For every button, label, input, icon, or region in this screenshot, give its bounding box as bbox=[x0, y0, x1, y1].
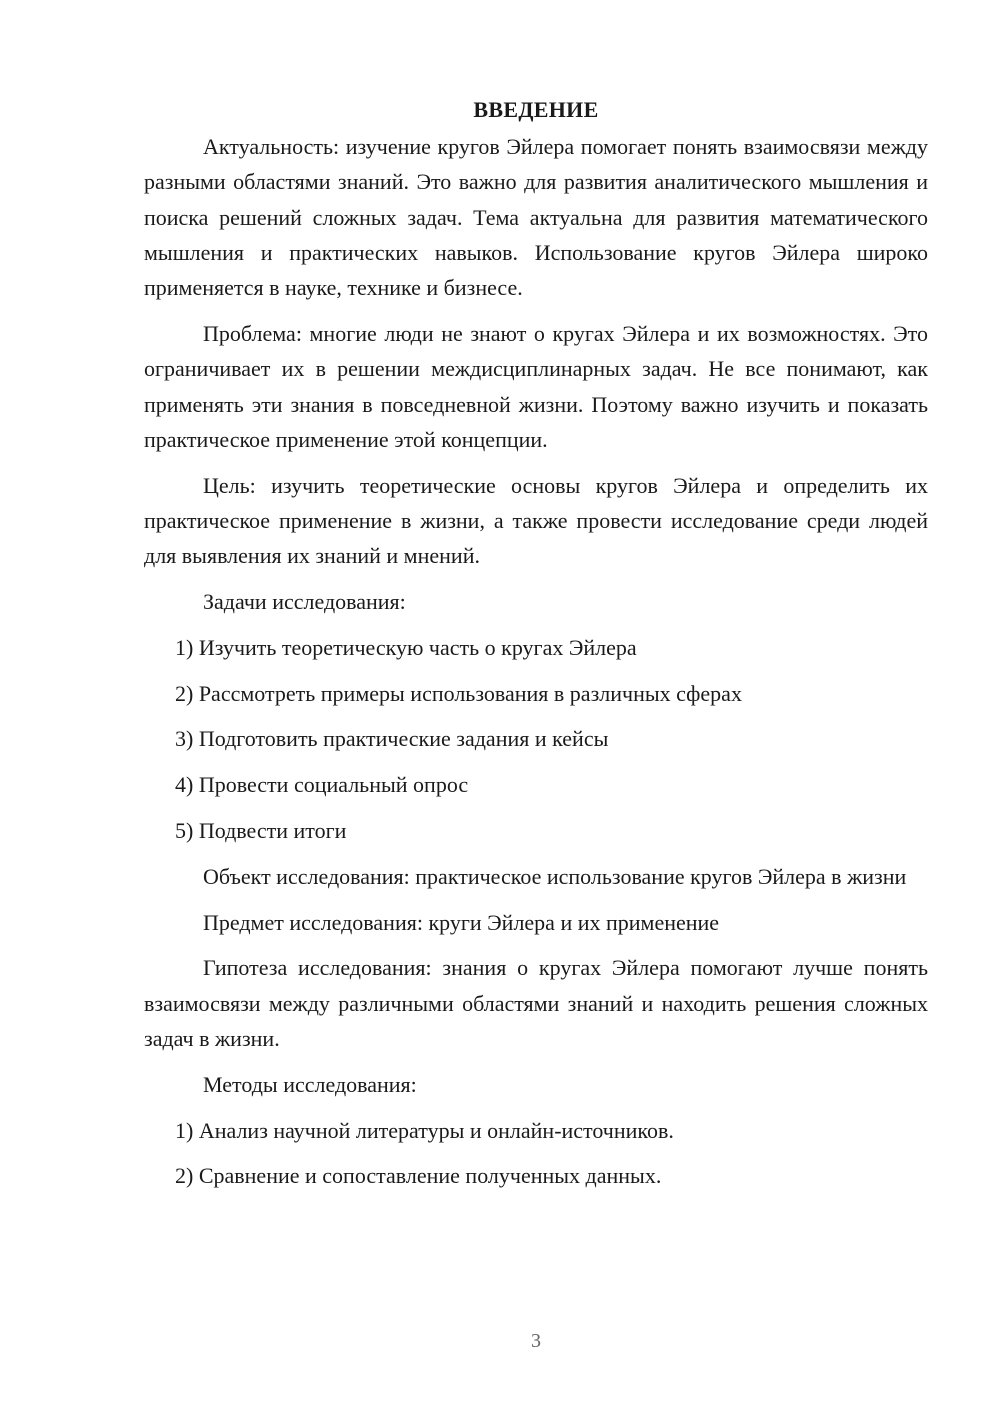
document-page bbox=[144, 92, 928, 1204]
task-item: 3) Подготовить практические задания и кейсы bbox=[175, 726, 609, 752]
hypothesis-paragraph: Гипотеза исследования: знания о кругах Эйлера помогают лучше понять взаимосвязи между различными областями знаний и находить решения сложных задач в жизни. bbox=[144, 955, 928, 1052]
page-number: 3 bbox=[531, 1330, 541, 1352]
object-paragraph: Объект исследования: практическое использование кругов Эйлера в жизни bbox=[203, 863, 907, 889]
relevance-paragraph: Актуальность: изучение кругов Эйлера помогает понять взаимосвязи между разными областями знаний. Это важно для развития аналитического мышления и поиска решений сложных задач. Тема актуальна для развития математического мышления и практических навыков. Использование кругов Эйлера широко применяется в науке, технике и бизнесе. bbox=[144, 134, 928, 301]
task-item: 1) Изучить теоретическую часть о кругах Эйлера bbox=[175, 634, 637, 660]
section-heading: ВВЕДЕНИЕ bbox=[473, 97, 599, 122]
method-item: 1) Анализ научной литературы и онлайн-источников. bbox=[175, 1117, 674, 1143]
task-item: 5) Подвести итоги bbox=[175, 818, 347, 844]
task-item: 2) Рассмотреть примеры использования в различных сферах bbox=[175, 680, 742, 706]
task-item: 4) Провести социальный опрос bbox=[175, 772, 469, 798]
subject-paragraph: Предмет исследования: круги Эйлера и их применение bbox=[203, 909, 720, 935]
problem-paragraph: Проблема: многие люди не знают о кругах Эйлера и их возможностях. Это ограничивает их в решении междисциплинарных задач. Не все понимают, как применять эти знания в повседневной жизни. Поэтому важно изучить и показать практическое применение этой концепции. bbox=[144, 320, 928, 452]
tasks-title: Задачи исследования: bbox=[203, 589, 406, 615]
methods-title: Методы исследования: bbox=[203, 1071, 417, 1097]
method-item: 2) Сравнение и сопоставление полученных данных. bbox=[175, 1163, 662, 1189]
goal-paragraph: Цель: изучить теоретические основы кругов Эйлера и определить их практическое применение в жизни, а также провести исследование среди людей для выявления их знаний и мнений. bbox=[144, 472, 928, 569]
